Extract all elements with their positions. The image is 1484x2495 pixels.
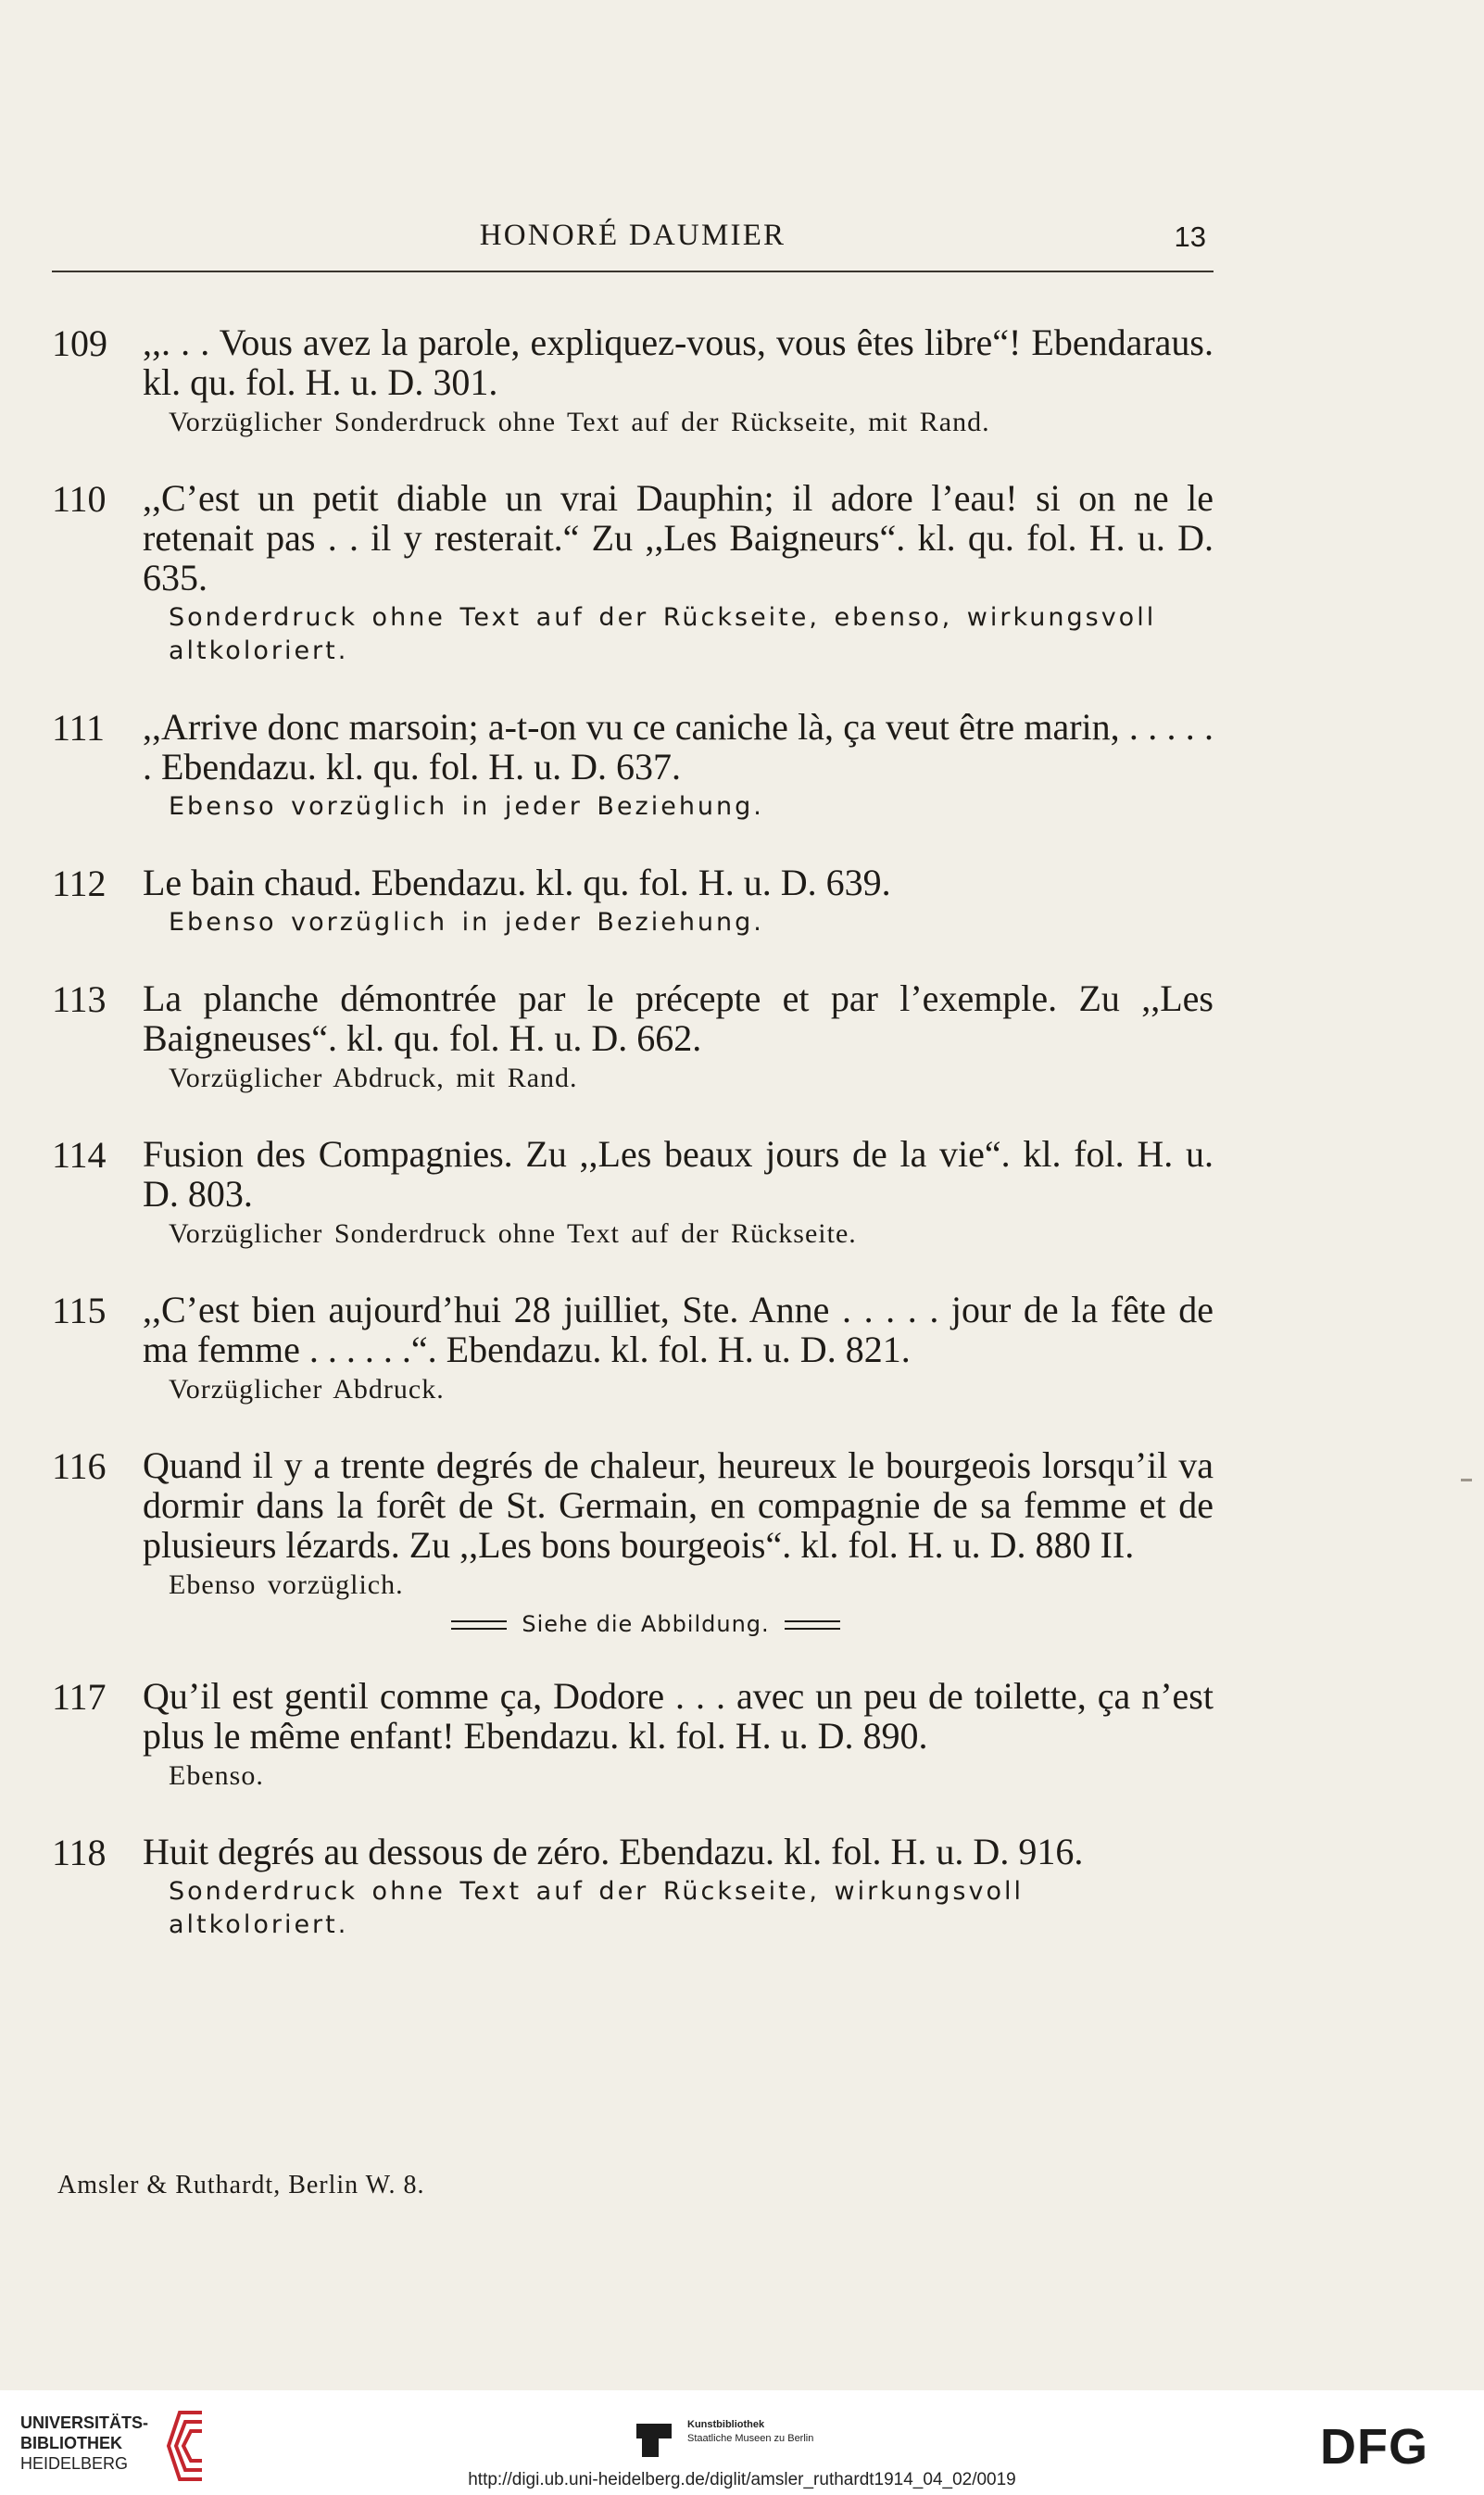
entry-title: Huit degrés au dessous de zéro. Ebendazu. kl. fol. H. u. D. 916. — [143, 1831, 1084, 1872]
entry-note: Vorzüglicher Abdruck. — [169, 1374, 445, 1405]
catalogue-entry — [52, 1134, 1214, 1251]
catalogue-entry — [52, 1445, 1214, 1637]
entry-note: Ebenso vorzüglich. — [169, 1569, 404, 1600]
entry-number: 111 — [52, 707, 106, 749]
permalink-url[interactable]: http://digi.ub.uni-heidelberg.de/diglit/amsler_ruthardt1914_04_02/0019 — [468, 2470, 1016, 2489]
ub-line-2: BIBLIOTHEK — [20, 2434, 122, 2452]
kunstbibliothek-logo-icon — [635, 2420, 673, 2459]
entry-title: ,,. . . Vous avez la parole, expliquez-vous, vous êtes libre“! Ebendaraus. kl. qu. fol. H. u. D. 301. — [143, 321, 1214, 403]
entry-title: ,,C’est un petit diable un vrai Dauphin; il adore l’eau! si on ne le retenait pas . . il y resterait.“ Zu ,,Les Baigneurs“. kl. qu. fol. H. u. D. 635. — [143, 477, 1214, 599]
entry-number: 116 — [52, 1445, 107, 1487]
entry-number: 110 — [52, 478, 107, 520]
entry-number: 112 — [52, 863, 107, 904]
catalogue-entries — [52, 322, 1214, 1981]
catalogue-entry — [52, 707, 1214, 824]
entry-number: 118 — [52, 1832, 107, 1873]
entry-title: Fusion des Compagnies. Zu ,,Les beaux jours de la vie“. kl. fol. H. u. D. 803. — [143, 1133, 1214, 1215]
entry-title: Quand il y a trente degrés de chaleur, heureux le bourgeois lorsqu’il va dormir dans la forêt de St. Germain, en compagnie de sa femme et de plusieurs lézards. Zu ,,Les bons bourgeois“. kl. fol. H. u. D. 880 II. — [143, 1444, 1214, 1566]
entry-number: 113 — [52, 978, 107, 1020]
entry-note: Sonderdruck ohne Text auf der Rückseite, ebenso, wirkungsvoll altkoloriert. — [169, 603, 1157, 665]
entry-note: Sonderdruck ohne Text auf der Rückseite, wirkungsvoll altkoloriert. — [169, 1877, 1024, 1939]
catalogue-entry — [52, 1290, 1214, 1406]
entry-note: Ebenso vorzüglich in jeder Beziehung. — [169, 908, 764, 937]
margin-mark — [1461, 1479, 1472, 1481]
catalogue-entry — [52, 863, 1214, 939]
entry-number: 115 — [52, 1290, 107, 1331]
entry-title: Qu’il est gentil comme ça, Dodore . . . avec un peu de toilette, ça n’est plus le même enfant! Ebendazu. kl. fol. H. u. D. 890. — [143, 1675, 1214, 1757]
double-rule-left — [451, 1620, 507, 1630]
entry-note: Vorzüglicher Sonderdruck ohne Text auf der Rückseite, mit Rand. — [169, 407, 990, 437]
ub-line-1: UNIVERSITÄTS- — [20, 2413, 149, 2432]
ub-heidelberg-label — [20, 2413, 148, 2474]
entry-title: ,,C’est bien aujourd’hui 28 juilliet, Ste. Anne . . . . . jour de la fête de ma femme . . . . . .“. Ebendazu. kl. fol. H. u. D. 821. — [143, 1289, 1214, 1370]
catalogue-entry — [52, 1676, 1214, 1793]
printer-imprint: Amsler & Ruthardt, Berlin W. 8. — [57, 2171, 425, 2199]
entry-number: 117 — [52, 1676, 107, 1718]
catalogue-entry — [52, 1832, 1214, 1942]
double-rule-right — [785, 1620, 840, 1630]
entry-title: Le bain chaud. Ebendazu. kl. qu. fol. H. u. D. 639. — [143, 862, 891, 903]
entry-title: La planche démontrée par le précepte et par l’exemple. Zu ,,Les Baigneuses“. kl. qu. fol. H. u. D. 662. — [143, 977, 1214, 1059]
page-number: 13 — [1174, 221, 1206, 253]
kunstbibliothek-label — [687, 2418, 813, 2446]
kb-line-2: Staatliche Museen zu Berlin — [687, 2433, 814, 2444]
catalogue-entry — [52, 322, 1214, 439]
running-title: HONORÉ DAUMIER — [479, 219, 786, 252]
figure-reference — [143, 1611, 1149, 1637]
entry-note: Ebenso vorzüglich in jeder Beziehung. — [169, 792, 764, 821]
kb-line-1: Kunstbibliothek — [687, 2419, 765, 2430]
catalogue-entry — [52, 478, 1214, 668]
entry-note: Vorzüglicher Sonderdruck ohne Text auf der Rückseite. — [169, 1218, 857, 1249]
entry-number: 114 — [52, 1134, 107, 1176]
entry-number: 109 — [52, 322, 107, 364]
dfg-logo: DFG — [1320, 2419, 1428, 2475]
ub-line-3: HEIDELBERG — [20, 2454, 129, 2473]
running-head — [52, 215, 1214, 272]
entry-note: Ebenso. — [169, 1760, 264, 1791]
entry-title: ,,Arrive donc marsoin; a-t-on vu ce caniche là, ça veut être marin, . . . . . . Ebendazu. kl. qu. fol. H. u. D. 637. — [143, 706, 1214, 788]
catalogue-entry — [52, 978, 1214, 1095]
figure-reference-text: Siehe die Abbildung. — [522, 1611, 770, 1637]
entry-note: Vorzüglicher Abdruck, mit Rand. — [169, 1063, 578, 1093]
digitization-footer — [0, 2390, 1484, 2495]
